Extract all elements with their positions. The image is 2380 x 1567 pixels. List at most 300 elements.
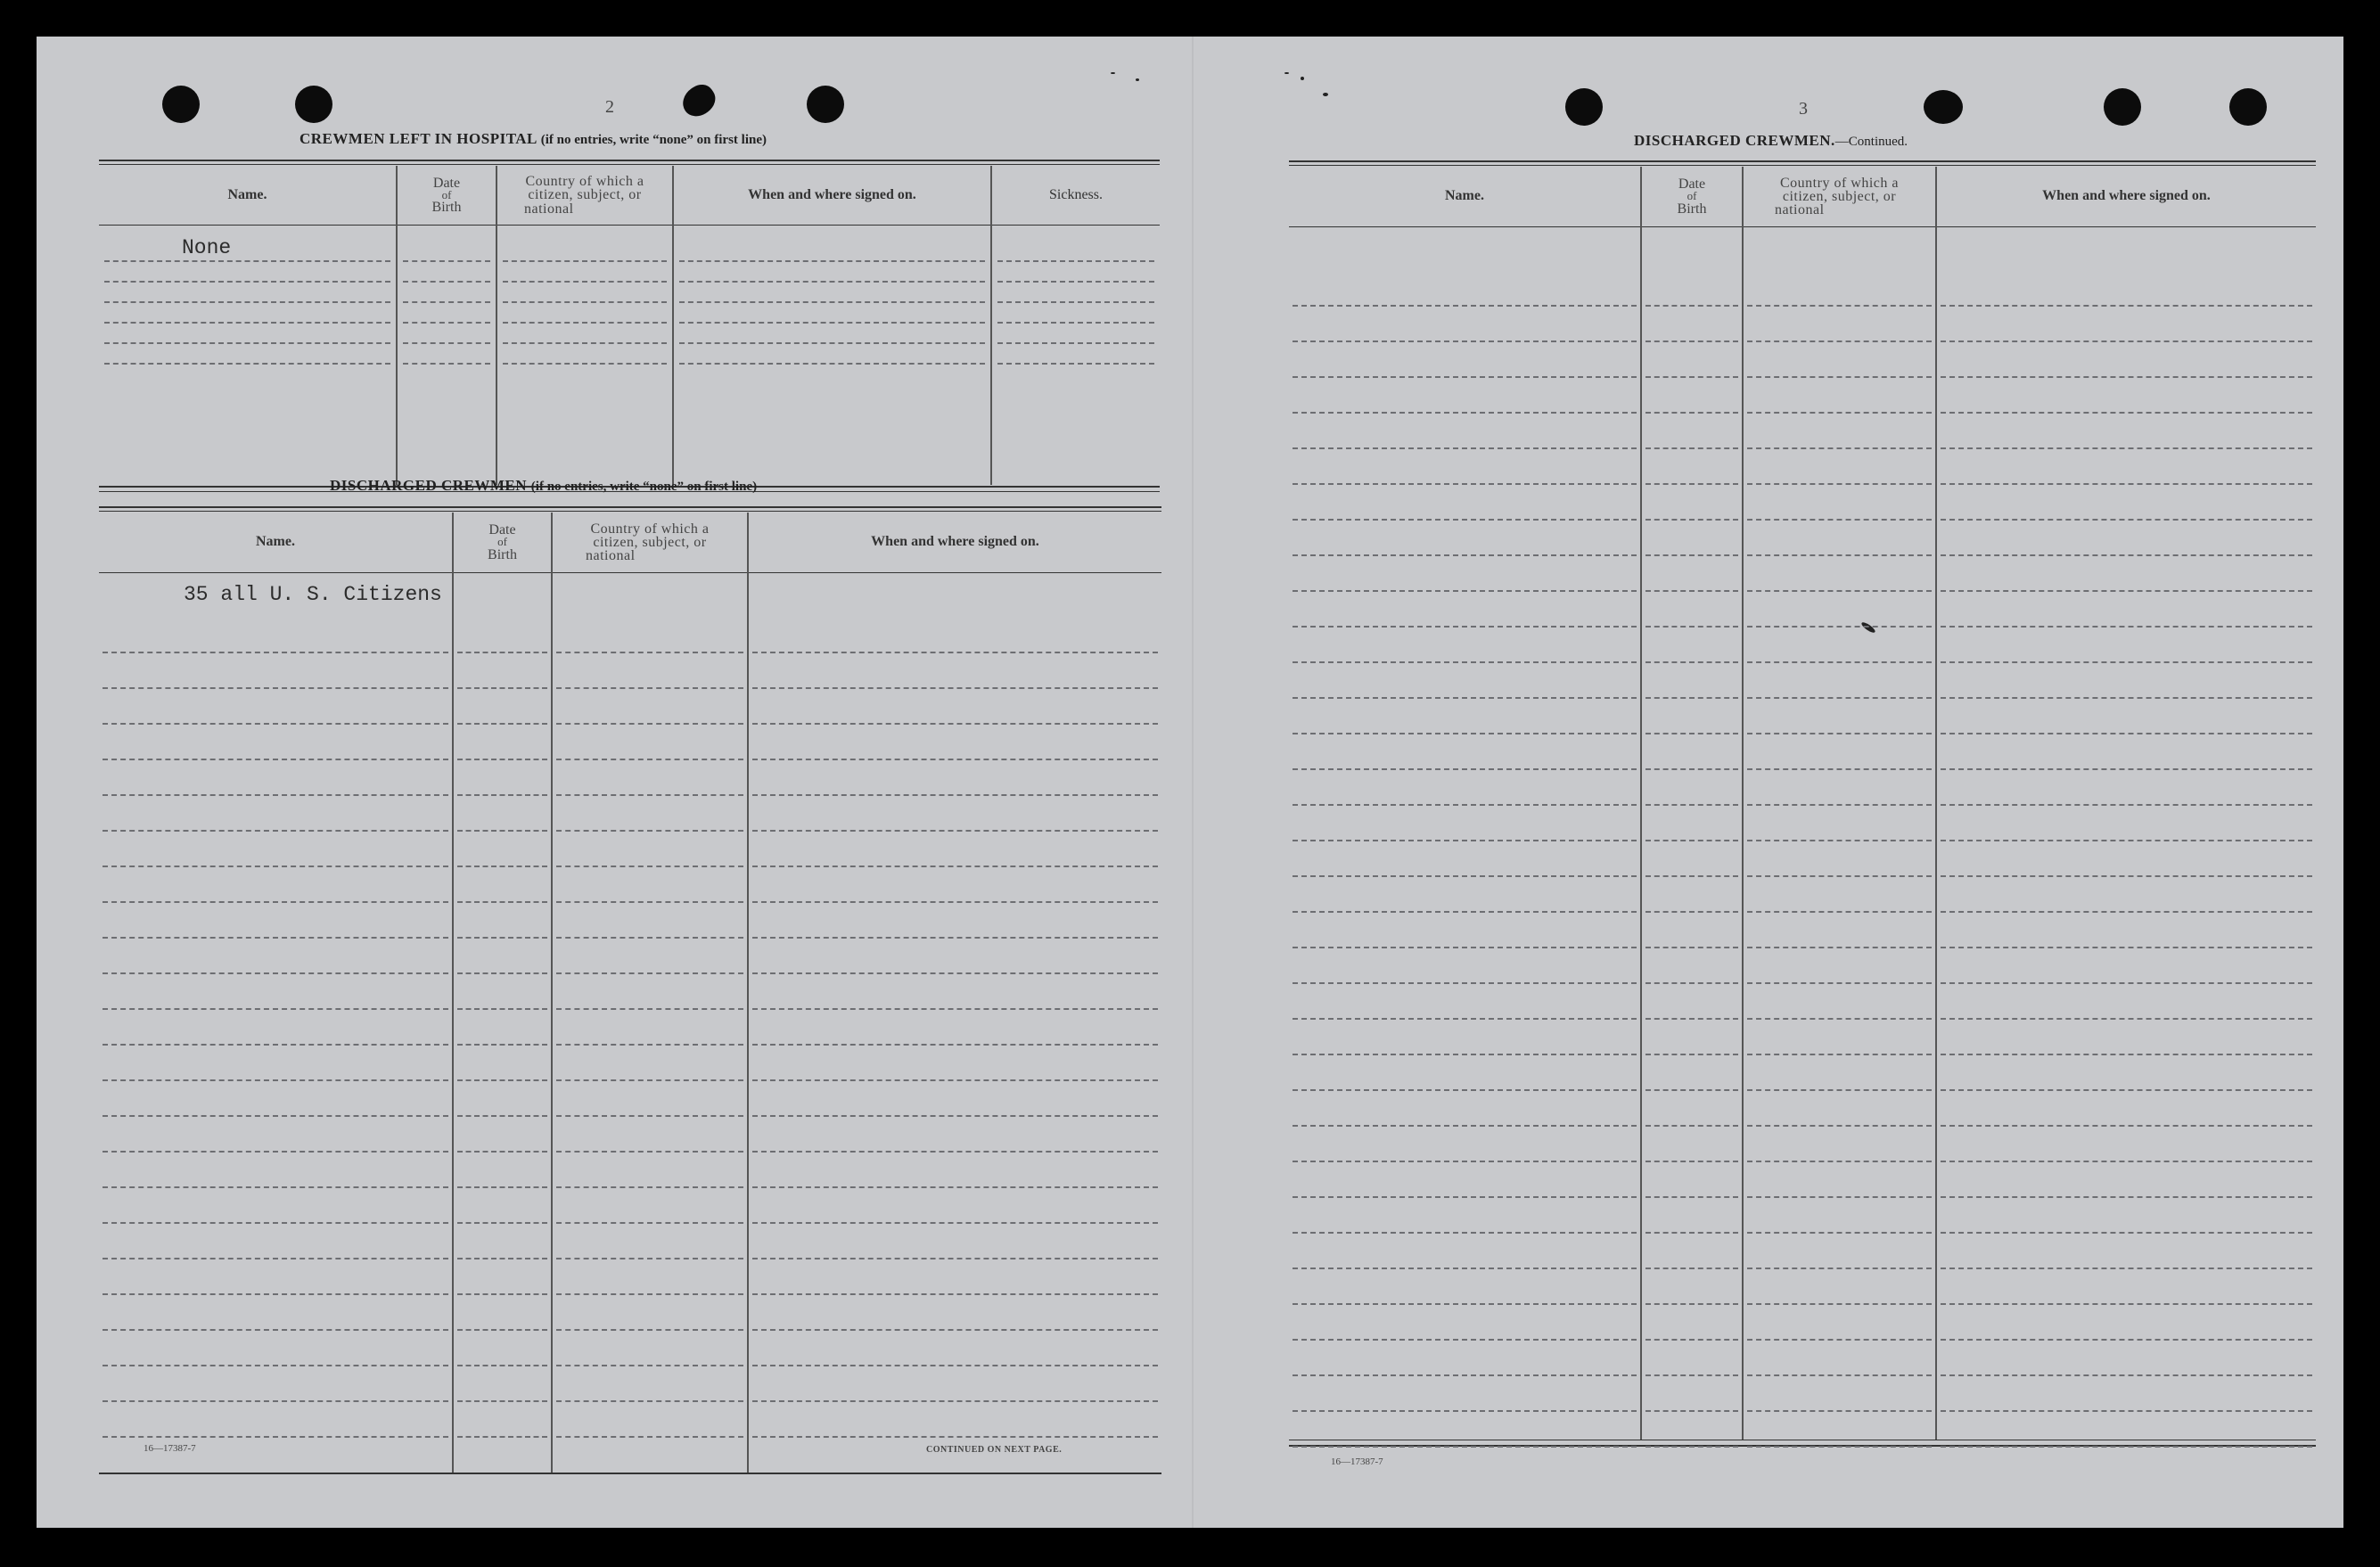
entry-line [679,301,985,303]
discharged-table [99,506,1161,1480]
entry-line [1645,1196,1738,1198]
column-header-name: Name. [1445,188,1484,204]
entry-line [556,1008,743,1010]
entry-line [679,281,985,283]
entry-line [1747,447,1932,449]
entry-line [1941,1232,2312,1234]
entry-line [1293,412,1637,414]
entry-line [103,759,448,760]
entry-line [103,1365,448,1366]
entry-line [103,723,448,725]
entry-line [752,652,1158,653]
entry-line [1747,1054,1932,1055]
column-header-sickness: Sickness. [1049,186,1103,202]
entry-line [556,1115,743,1117]
entry-line [1293,590,1637,592]
column-divider [452,513,454,1473]
title-suffix: —Continued. [1834,135,1908,149]
entry-line [1645,697,1738,699]
entry-line [457,1008,547,1010]
entry-line [1645,1339,1738,1341]
entry-line [403,301,490,303]
entry-line [457,1079,547,1081]
entry-line [457,866,547,867]
entry-line [556,830,743,832]
entry-line [503,260,667,262]
hospital-instruction: (if no entries, write “none” on first line) [540,133,767,147]
column-header-date-of-birth [398,166,496,225]
entry-line [1747,1303,1932,1305]
punch-hole [295,86,332,123]
entry-line [997,322,1154,324]
entry-line [1645,1161,1738,1162]
entry-line [457,1293,547,1295]
entry-line [103,1293,448,1295]
entry-line [556,723,743,725]
entry-line [1747,1018,1932,1020]
entry-line [1293,911,1637,913]
header-bottom-rule [1289,226,2316,227]
discharged-section-title [330,477,757,495]
entry-line [679,363,985,365]
entry-line [1941,733,2312,734]
entry-line [1941,875,2312,877]
entry-line [103,1079,448,1081]
entry-line [1747,733,1932,734]
entry-line [556,972,743,974]
column-header-date-of-birth [1642,167,1742,226]
entry-line [1293,768,1637,770]
entry-line [403,342,490,344]
entry-line [1941,1054,2312,1055]
entry-line [1941,1339,2312,1341]
entry-line [1293,1374,1637,1376]
entry-line [1645,1410,1738,1412]
header-line: Country of which a [1780,175,1899,191]
entry-line [1293,340,1637,342]
entry-line [1941,1446,2312,1448]
column-header-when-where-signed: When and where signed on. [748,186,916,202]
entry-line [1293,1125,1637,1127]
entry-line [752,1186,1158,1188]
entry-line [997,342,1154,344]
entry-line [1645,661,1738,663]
entry-line [1293,376,1637,378]
entry-line [457,1436,547,1438]
entry-line [1293,554,1637,556]
entry-line [1293,661,1637,663]
punch-hole [807,86,844,123]
entry-line [103,1222,448,1224]
entry-line [104,322,390,324]
entry-line [1747,697,1932,699]
entry-line [103,1115,448,1117]
entry-line [1747,1339,1932,1341]
entry-line [556,794,743,796]
entry-line [1645,340,1738,342]
entry-line [1941,590,2312,592]
entry-line [1645,1125,1738,1127]
entry-line [503,281,667,283]
entry-line [679,260,985,262]
entry-line [1747,804,1932,806]
entry-line [1645,590,1738,592]
entry-line [1941,447,2312,449]
entry-line [457,1258,547,1259]
entry-line [1293,519,1637,521]
entry-line [1293,447,1637,449]
entry-line [556,1079,743,1081]
entry-line [1941,697,2312,699]
entry-line [1293,1089,1637,1091]
header-line: Birth [488,546,517,562]
entry-line [1747,590,1932,592]
entry-line [503,363,667,365]
entry-line [103,1151,448,1153]
entry-line [556,1400,743,1402]
entry-line [1293,697,1637,699]
entry-line [1747,1232,1932,1234]
entry-line [1293,1161,1637,1162]
entry-line [1645,519,1738,521]
form-number: 16—17387-7 [1331,1456,1383,1467]
column-divider [747,513,749,1473]
entry-line [1747,768,1932,770]
entry-line [1747,947,1932,948]
document-sheet [37,37,2343,1528]
entry-line [457,1365,547,1366]
entry-line [103,972,448,974]
entry-line [1747,1196,1932,1198]
ink-speck [1301,77,1304,80]
entry-line [457,1115,547,1117]
entry-line [1747,483,1932,485]
entry-line [752,1008,1158,1010]
entry-line [1941,519,2312,521]
entry-line [752,687,1158,689]
entry-line [457,652,547,653]
entry-line [1747,911,1932,913]
entry-line [1645,1374,1738,1376]
entry-line [1645,554,1738,556]
entry-line [1747,1446,1932,1448]
entry-line [752,1044,1158,1046]
form-number: 16—17387-7 [144,1443,196,1454]
header-line: Date [1678,176,1706,193]
entry-line [1747,1268,1932,1269]
entry-line [1941,1303,2312,1305]
punch-hole [2104,88,2141,126]
entry-line [1941,1125,2312,1127]
entry-line [1941,626,2312,628]
header-line: Date [432,175,461,191]
entry-line [1645,1232,1738,1234]
entry-line [1941,911,2312,913]
entry-line [104,342,390,344]
header-bottom-rule [99,572,1161,573]
entry-line [556,937,743,939]
entry-line [1747,554,1932,556]
entry-line [403,281,490,283]
page-number: 2 [605,97,614,117]
entry-line [1645,1054,1738,1055]
entry-line [103,1436,448,1438]
punch-hole [677,79,720,122]
entry-line [556,687,743,689]
entry-line [752,866,1158,867]
entry-line [1747,1161,1932,1162]
entry-line [679,322,985,324]
entry-line [1941,1089,2312,1091]
entry-line [1293,1446,1637,1448]
header-line: Birth [431,200,462,216]
header-line: national [586,548,636,564]
header-line: national [524,201,574,217]
entry-line [752,759,1158,760]
entry-line [752,1079,1158,1081]
entry-line [457,1186,547,1188]
hospital-section-title [300,130,767,148]
entry-line [1645,412,1738,414]
entry-line [1941,768,2312,770]
entry-line [1747,340,1932,342]
entry-line [1645,305,1738,307]
column-divider [1935,167,1937,1440]
entry-line [1645,1089,1738,1091]
entry-line [1747,376,1932,378]
entry-line [1645,483,1738,485]
entry-line [556,1186,743,1188]
entry-line [1293,733,1637,734]
entry-line [103,1258,448,1259]
entry-line [1645,1446,1738,1448]
entry-line [752,723,1158,725]
entry-line [752,1400,1158,1402]
entry-line [1293,305,1637,307]
table-top-rule [99,506,1161,508]
entry-line [997,260,1154,262]
entry-line [556,1222,743,1224]
entry-line [556,1258,743,1259]
entry-line [1941,340,2312,342]
table-bottom-rule [99,1473,1161,1474]
entry-line [1645,626,1738,628]
entry-line [1293,626,1637,628]
entry-line [1747,412,1932,414]
entry-line [104,281,390,283]
entry-line [1645,447,1738,449]
entry-line [1645,804,1738,806]
entry-line [457,1151,547,1153]
column-divider [1640,167,1642,1440]
entry-line [457,1400,547,1402]
entry-line [1941,305,2312,307]
header-line: of [1687,189,1697,203]
punch-hole [1565,88,1603,126]
entry-line [1293,875,1637,877]
table-top-rule [99,164,1160,165]
entry-line [503,301,667,303]
entry-line [1941,804,2312,806]
entry-line [1293,1054,1637,1055]
header-line: citizen, subject, or [1782,188,1897,204]
column-header-country [553,513,747,572]
hospital-first-entry: None [182,236,232,259]
table-top-rule [99,511,1161,512]
ink-speck [1111,72,1115,74]
entry-line [1747,626,1932,628]
entry-line [1747,519,1932,521]
entry-line [1747,1374,1932,1376]
entry-line [103,830,448,832]
header-line: national [1775,202,1825,218]
table-top-rule [99,160,1160,161]
entry-line [403,322,490,324]
column-divider [551,513,553,1473]
entry-line [1293,1232,1637,1234]
discharged-title-text: DISCHARGED CREWMEN [330,477,528,494]
entry-line [1293,1196,1637,1198]
header-line: citizen, subject, or [593,534,707,550]
header-line: of [497,535,507,549]
entry-line [1645,982,1738,984]
punch-hole [2229,88,2267,126]
entry-line [104,363,390,365]
entry-line [556,1329,743,1331]
entry-line [503,342,667,344]
entry-line [1941,840,2312,841]
entry-line [103,901,448,903]
entry-line [752,1365,1158,1366]
entry-line [1747,661,1932,663]
entry-line [556,1044,743,1046]
entry-line [556,1293,743,1295]
entry-line [1941,412,2312,414]
page-title [1634,132,1908,150]
entry-line [556,1151,743,1153]
discharged-instruction: (if no entries, write “none” on first line) [530,480,758,494]
entry-line [752,1258,1158,1259]
entry-line [103,1186,448,1188]
ink-speck [1284,72,1289,74]
entry-line [1941,982,2312,984]
entry-line [457,901,547,903]
entry-line [103,687,448,689]
column-divider [1742,167,1744,1440]
entry-line [1293,1018,1637,1020]
entry-line [1645,911,1738,913]
column-header-date-of-birth [454,513,551,572]
entry-line [752,1329,1158,1331]
entry-line [556,1436,743,1438]
continued-note: CONTINUED ON NEXT PAGE. [926,1445,1063,1455]
entry-line [457,972,547,974]
punch-hole [1924,90,1963,124]
entry-line [457,1222,547,1224]
entry-line [1293,1410,1637,1412]
column-header-name: Name. [227,186,267,202]
header-line: Date [488,522,516,538]
entry-line [1293,1303,1637,1305]
entry-line [752,937,1158,939]
table-top-rule [1289,160,2316,162]
entry-line [752,972,1158,974]
entry-line [103,1400,448,1402]
entry-line [457,759,547,760]
entry-line [1645,768,1738,770]
entry-line [103,1329,448,1331]
entry-line [1293,947,1637,948]
header-line: Country of which a [525,174,644,190]
entry-line [457,830,547,832]
entry-line [1941,1196,2312,1198]
discharged-first-entry: 35 all U. S. Citizens [184,583,442,606]
entry-line [104,260,390,262]
entry-line [1747,875,1932,877]
entry-line [1645,733,1738,734]
entry-line [1747,840,1932,841]
table-top-rule [1289,165,2316,166]
entry-line [752,901,1158,903]
entry-line [104,301,390,303]
entry-line [457,937,547,939]
entry-line [1293,804,1637,806]
entry-line [1747,305,1932,307]
header-line: Country of which a [590,521,710,537]
entry-line [679,342,985,344]
entry-line [752,1293,1158,1295]
entry-line [556,901,743,903]
entry-line [1941,1161,2312,1162]
column-header-when-where-signed: When and where signed on. [871,534,1039,550]
column-header-when-where-signed: When and where signed on. [2042,188,2211,204]
ink-speck [1136,78,1139,81]
entry-line [103,1008,448,1010]
entry-line [457,723,547,725]
entry-line [1941,1374,2312,1376]
column-header-name: Name. [256,534,295,550]
entry-line [103,794,448,796]
entry-line [1293,840,1637,841]
entry-line [1293,982,1637,984]
column-header-country [1744,167,1935,226]
entry-line [1645,1018,1738,1020]
entry-line [1941,1268,2312,1269]
punch-hole [162,86,200,123]
entry-line [1941,376,2312,378]
entry-line [1293,483,1637,485]
entry-line [1645,875,1738,877]
entry-line [1645,947,1738,948]
header-line: Birth [1677,201,1707,217]
hospital-title-text: CREWMEN LEFT IN HOSPITAL [300,130,537,147]
entry-line [1645,1303,1738,1305]
entry-line [457,1044,547,1046]
entry-line [556,866,743,867]
left-page [37,37,1192,1528]
entry-line [1941,947,2312,948]
entry-line [103,1044,448,1046]
right-page [1192,37,2343,1528]
header-bottom-rule [99,225,1160,226]
entry-line [1293,1339,1637,1341]
entry-line [503,322,667,324]
entry-line [752,1436,1158,1438]
column-header-country [497,166,672,225]
entry-line [556,759,743,760]
entry-line [997,281,1154,283]
entry-line [103,866,448,867]
